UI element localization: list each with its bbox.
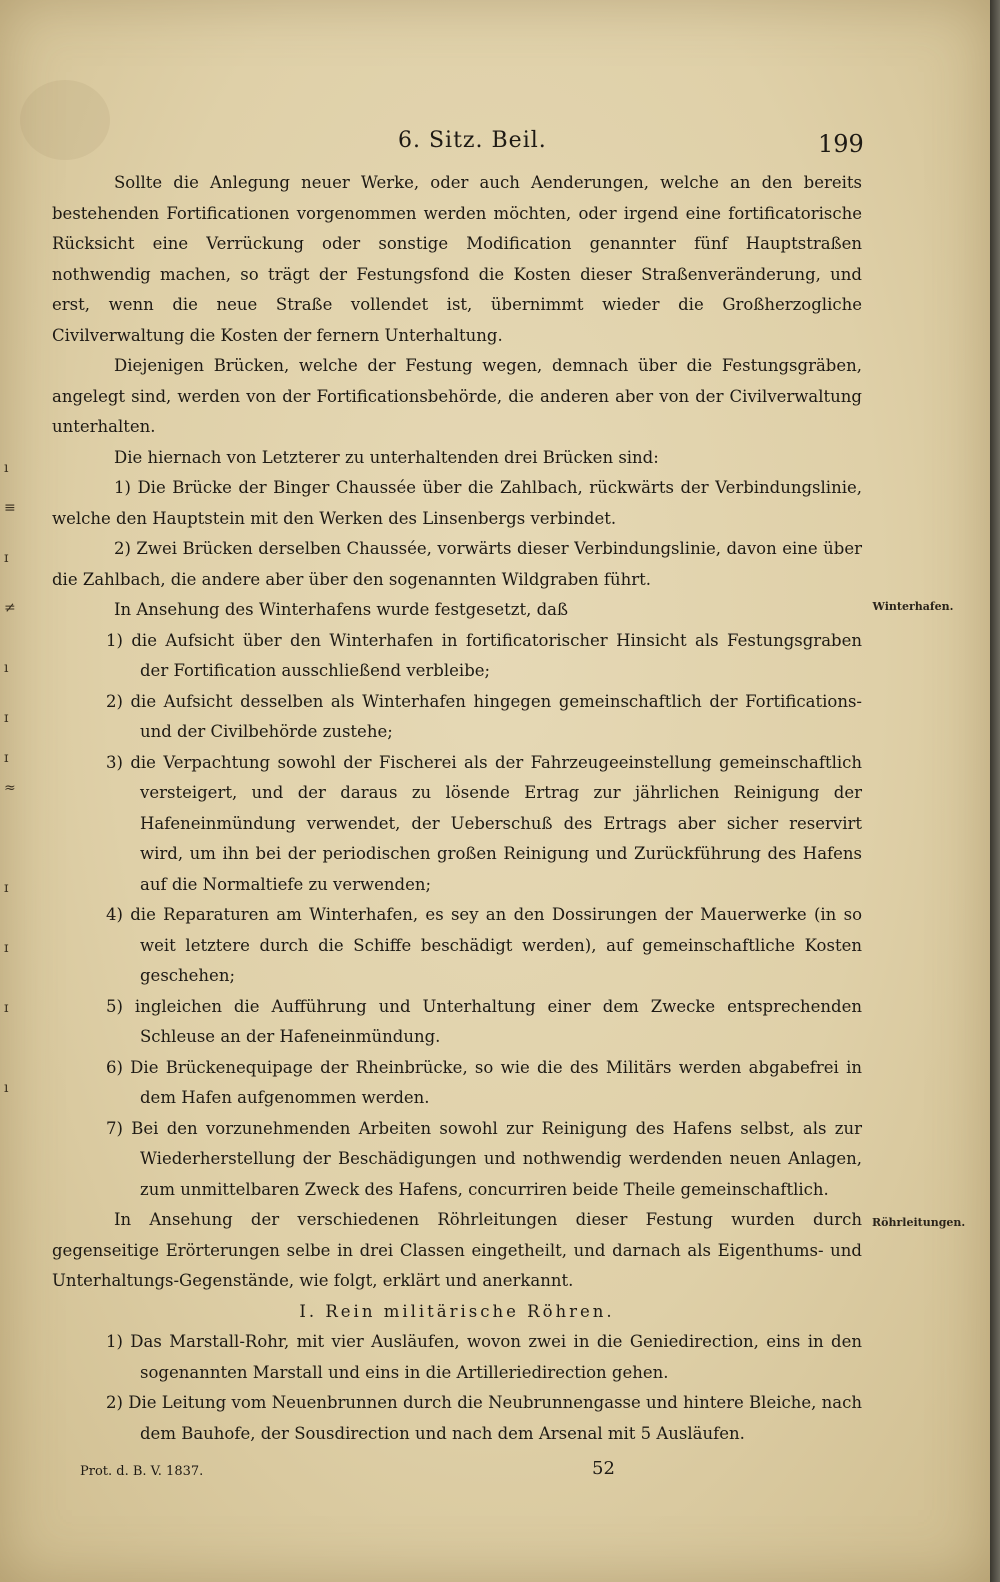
- printer-signature: Prot. d. B. V. 1837.: [80, 1464, 204, 1479]
- bridge-item: 2) Zwei Brücken derselben Chaussée, vorwärts dieser Verbindungslinie, davon eine über die Zahlbach, die andere aber über den sogenannten Wildgraben führt.: [52, 539, 862, 589]
- page-footer: [0, 1458, 990, 1482]
- margin-note-winterhafen: Winterhafen.: [872, 600, 954, 613]
- header-title: 6. Sitz. Beil.: [398, 128, 547, 153]
- paragraph: In Ansehung der verschiedenen Röhrleitungen dieser Festung wurden durch gegenseitige Erörterungen selbe in drei Classen eingetheilt, und darnach als Eigenthums- und Unterhaltungs-Gegenstände, wie folgt, erklärt und anerkannt.: [52, 1210, 862, 1290]
- sheet-number: 52: [592, 1458, 615, 1479]
- bridge-item: 1) Die Brücke der Binger Chaussée über die Zahlbach, rückwärts der Verbindungslinie, welche den Hauptstein mit den Werken des Linsenbergs verbindet.: [52, 478, 862, 528]
- harbor-item: 4) die Reparaturen am Winterhafen, es sey an den Dossirungen der Mauerwerke (in so weit letztere durch die Schiffe beschädigt werden), auf gemeinschaftliche Kosten geschehen;: [106, 905, 862, 985]
- harbor-item: 2) die Aufsicht desselben als Winterhafen hingegen gemeinschaftlich der Fortifications- und der Civilbehörde zustehe;: [106, 691, 862, 741]
- page-number: 199: [818, 130, 864, 158]
- harbor-item: 1) die Aufsicht über den Winterhafen in fortificatorischer Hinsicht als Festungsgraben der Fortification ausschließend verbleibe;: [106, 630, 862, 680]
- harbor-item: 7) Bei den vorzunehmenden Arbeiten sowohl zur Reinigung des Hafens selbst, als zur Wiederherstellung der Beschädigungen und nothwendig werdenden neuen Anlagen, zum unmittelbaren Zweck des Hafens, concurriren beide Theile gemeinschaftlich.: [106, 1118, 862, 1199]
- margin-note-roehrleitungen: Röhrleitungen.: [872, 1216, 966, 1229]
- harbor-item: 6) Die Brückenequipage der Rheinbrücke, so wie die des Militärs werden abgabefrei in dem Hafen aufgenommen werden.: [106, 1057, 862, 1107]
- paragraph: Sollte die Anlegung neuer Werke, oder auch Aenderungen, welche an den bereits bestehenden Fortificationen vorgenommen werden möchten, oder irgend eine fortificatorische Rücksicht eine Verrückung oder sonstige Modification genannter fünf Hauptstraßen nothwendig machen, so trägt der Festungsfond die Kosten dieser Straßenveränderung, und erst, wenn die neue Straße vollendet ist, übernimmt wieder die Großherzogliche Civilverwaltung die Kosten der fernern Unterhaltung.: [52, 173, 862, 345]
- scan-edge: [990, 0, 1000, 1582]
- paragraph: Diejenigen Brücken, welche der Festung wegen, demnach über die Festungsgräben, angelegt sind, werden von der Fortificationsbehörde, die anderen aber von der Civilverwaltung unterhalten.: [52, 356, 862, 436]
- paragraph: In Ansehung des Winterhafens wurde festgesetzt, daß: [114, 600, 569, 619]
- paragraph: Die hiernach von Letzterer zu unterhaltenden drei Brücken sind:: [114, 447, 659, 467]
- harbor-item: 5) ingleichen die Aufführung und Unterhaltung einer dem Zwecke entsprechenden Schleuse an der Hafeneinmündung.: [106, 996, 862, 1046]
- pipe-item: 1) Das Marstall-Rohr, mit vier Ausläufen, wovon zwei in die Geniedirection, eins in den sogenannten Marstall und eins in die Artilleriedirection gehen.: [106, 1332, 862, 1382]
- bleed-through-marks: ı ≡ ɪ ≠ ı ɪ ɪ ≈ ɪ ɪ ɪ ı: [4, 460, 16, 1096]
- body-text: [52, 168, 862, 1449]
- section-heading: I. Rein militärische Röhren.: [299, 1301, 615, 1321]
- running-header: [0, 128, 990, 158]
- harbor-item: 3) die Verpachtung sowohl der Fischerei als der Fahrzeugeeinstellung gemeinschaftlich versteigert, und der daraus zu lösende Ertrag zur jährlichen Reinigung der Hafeneinmündung verwendet, der Ueberschuß des Ertrags aber sicher reservirt wird, um ihn bei der periodischen großen Reinigung und Zurückführung des Hafens auf die Normaltiefe zu verwenden;: [106, 752, 862, 894]
- pipe-item: 2) Die Leitung vom Neuenbrunnen durch die Neubrunnengasse und hintere Bleiche, nach dem Bauhofe, der Sousdirection und nach dem Arsenal mit 5 Ausläufen.: [106, 1393, 862, 1443]
